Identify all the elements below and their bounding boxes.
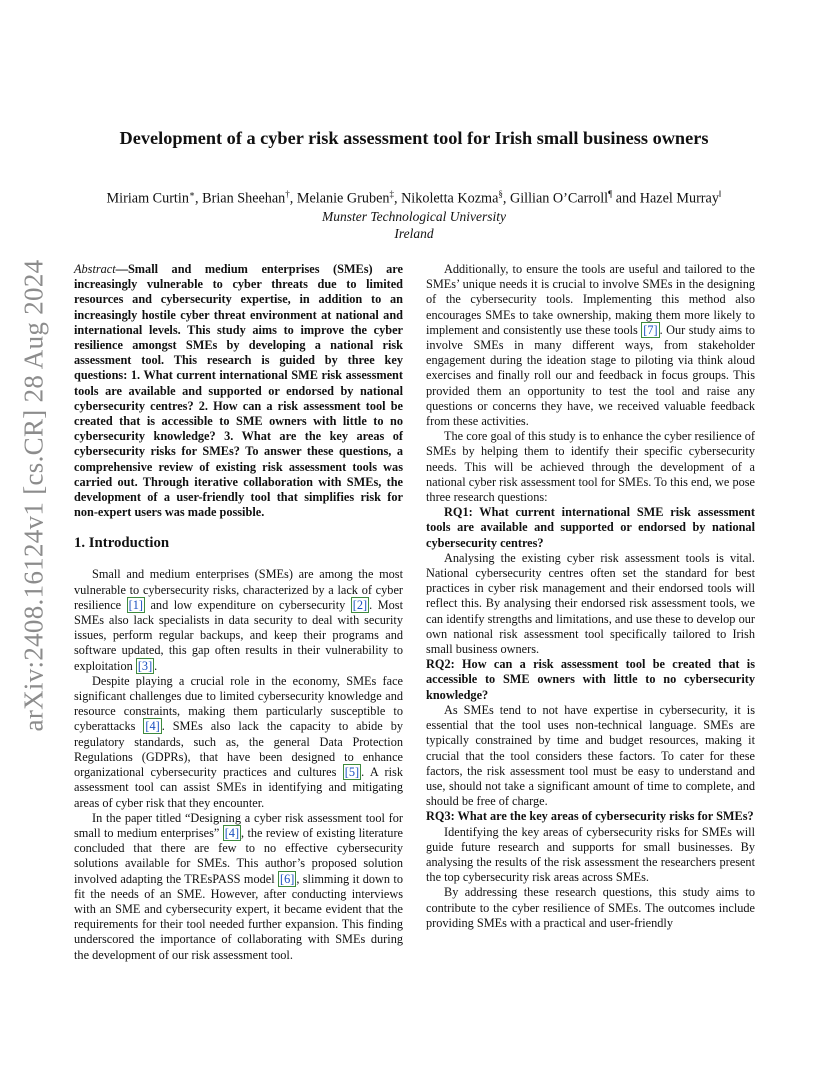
text-run: Small and medium enterprises (SMEs) are among the most vulnerable to cybersecurity risks, characterized by a lack of cyber resilience	[74, 567, 403, 612]
text-run: Despite playing a crucial role in the economy, SMEs face significant challenges due to limited cybersecurity knowledge and resource constraints, making them particularly susceptible to cyberattacks	[74, 673, 403, 734]
author-name: and Hazel Murray	[612, 190, 719, 207]
research-question-2: RQ2: How can a risk assessment tool be created that is accessible to SME owners with little to no cybersecurity knowledge?	[426, 657, 755, 702]
text-run: Additionally, to ensure the tools are useful and tailored to the SMEs’ unique needs it is crucial to involve SMEs in the designing of the cybersecurity tools. Implementing this method also encourages SMEs to take ownership, making them more likely to implement and consistently use these tools	[426, 262, 755, 337]
affiliation-mark: ‖	[718, 189, 722, 199]
citation-link[interactable]: [4]	[145, 719, 160, 734]
text-run: , slimming it down to fit the needs of an SME. However, after conducting interviews with an SME and cybersecurity expert, it became evident that the requirements for their tool needed further expansion. This finding underscored the importance of collaborating with SMEs during the development of our risk assessment tool.	[74, 871, 403, 962]
arxiv-side-stamp	[14, 259, 54, 731]
abstract	[74, 262, 403, 520]
author-name: , Gillian O’Carroll	[502, 190, 609, 207]
research-question-1: RQ1: What current international SME risk assessment tools are available and supported or endorsed by national cybersecurity centres?	[426, 505, 755, 550]
paragraph	[74, 674, 403, 811]
text-run: In the paper titled “Designing a cyber risk assessment tool for small to medium enterprises”	[74, 810, 403, 840]
text-run: and low expenditure on cybersecurity	[144, 597, 351, 612]
abstract-text: —Small and medium enterprises (SMEs) are increasingly vulnerable to cyber threats due to limited resources and cybersecurity expertise, in addition to an increasingly hostile cyber threat environment at national and international levels. This study aims to improve the cyber resilience amongst SMEs by developing a national risk assessment tool. This research is guided by three key questions: 1. What current international SME risk assessment tools are available and supported or endorsed by national cybersecurity centres? 2. How can a risk assessment tool be created that is accessible to SME owners with little to no cybersecurity knowledge? 3. What are the key areas of cybersecurity risks for SMEs? To answer these questions, a comprehensive review of existing risk assessment tools was carried out. Through iterative collaboration with SMEs, the development of a user-friendly tool that simplifies risk for non-expert users was made possible.	[74, 262, 403, 520]
text-run: . SMEs also lack the capacity to abide by regulatory standards, such as, the general Data Protection Regulations (GDPRs), that have been designed to enhance organizational cybersecurity practices and cultures	[74, 719, 403, 780]
affiliation-mark: †	[285, 189, 290, 199]
section-heading-introduction: 1. Introduction	[74, 535, 170, 552]
paragraph	[426, 262, 755, 429]
author-name: , Melanie Gruben	[289, 190, 390, 207]
paragraph	[74, 567, 403, 673]
paragraph: Analysing the existing cyber risk assessment tools is vital. National cybersecurity centres often set the standard for best practices in cyber risk management and their endorsed tools will reflect this. By analysing their endorsed risk assessment tools, we can identify strengths and limitations, and use these to develop our own national risk assessment tool specifically tailored to Irish small business owners.	[426, 550, 755, 657]
paragraph: The core goal of this study is to enhance the cyber resilience of SMEs by helping them to identify their specific cybersecurity needs. This will be achieved through the development of a national cyber risk assessment tool for SMEs. To this end, we pose three research questions:	[426, 429, 755, 505]
affiliation-country: Ireland	[394, 225, 434, 241]
paragraph	[74, 811, 403, 963]
author-list	[40, 186, 788, 208]
author-name: , Nikoletta Kozma	[393, 190, 499, 207]
text-run: .	[154, 658, 158, 673]
abstract-label: Abstract	[74, 262, 116, 276]
paragraph: By addressing these research questions, this study aims to contribute to the cyber resilience of SMEs. The outcomes include providing SMEs with a practical and user-friendly	[426, 885, 755, 930]
citation-link[interactable]: [1]	[128, 597, 143, 612]
left-column	[74, 262, 403, 963]
author-name: , Brian Sheehan	[195, 190, 286, 207]
paper-title: Development of a cyber risk assessment tool for Irish small business owners	[119, 128, 709, 148]
text-run: . Most SMEs also lack specialists in data security to deal with security issues, perform regular backups, and keep their programs and software updated, this gap often results in their vulnerability to exploitation	[74, 597, 403, 673]
author-name: Miriam Curtin	[106, 190, 189, 207]
text-run: . A risk assessment tool can assist SMEs in identifying and mitigating areas of cyber risk that they encounter.	[74, 765, 403, 810]
text-run: , the review of existing literature concluded that there are few to no effective cybersecurity solutions available for SMEs. This author’s proposed solution involved adapting the TREsPASS model	[74, 825, 403, 886]
citation-link[interactable]: [5]	[344, 765, 360, 780]
research-question-3: RQ3: What are the key areas of cybersecurity risks for SMEs?	[426, 809, 754, 824]
right-column	[426, 262, 755, 931]
author-block	[40, 186, 788, 242]
affiliation-mark: ¶	[608, 189, 613, 199]
affiliation-university: Munster Technological University	[322, 208, 506, 224]
citation-link[interactable]: [6]	[279, 871, 295, 886]
affiliation-mark: ∗	[188, 189, 196, 199]
citation-link[interactable]: [2]	[352, 597, 368, 612]
arxiv-identifier: arXiv:2408.16124v1 [cs.CR] 28 Aug 2024	[18, 259, 49, 731]
citation-link[interactable]: [4]	[224, 825, 240, 840]
paragraph: As SMEs tend to not have expertise in cybersecurity, it is essential that the tool uses non-technical language. SMEs are typically constrained by time and budget resources, making it crucial that the tool considers these factors. To cater for these factors, the risk assessment tool must be easy to understand and use, should not take a significant amount of time to complete, and should be free of charge.	[426, 702, 755, 809]
affiliation-mark: §	[498, 189, 503, 199]
citation-link[interactable]: [3]	[137, 658, 153, 673]
paragraph: Identifying the key areas of cybersecurity risks for SMEs will guide future research and supports for small businesses. By analysing the results of the risk assessment the researchers present the top cybersecurity risk areas across SMEs.	[426, 824, 755, 885]
text-run: . Our study aims to involve SMEs in many different ways, from stakeholder engagement during the ideation stage to piloting via think aloud exercises and finally roll our and feedback in focus groups. This provided them an opportunity to test the tool and raise any questions or concerns they have, we received valuable feedback from these activities.	[426, 322, 755, 429]
affiliation-mark: ‡	[389, 189, 394, 199]
citation-link[interactable]: [7]	[643, 322, 658, 337]
